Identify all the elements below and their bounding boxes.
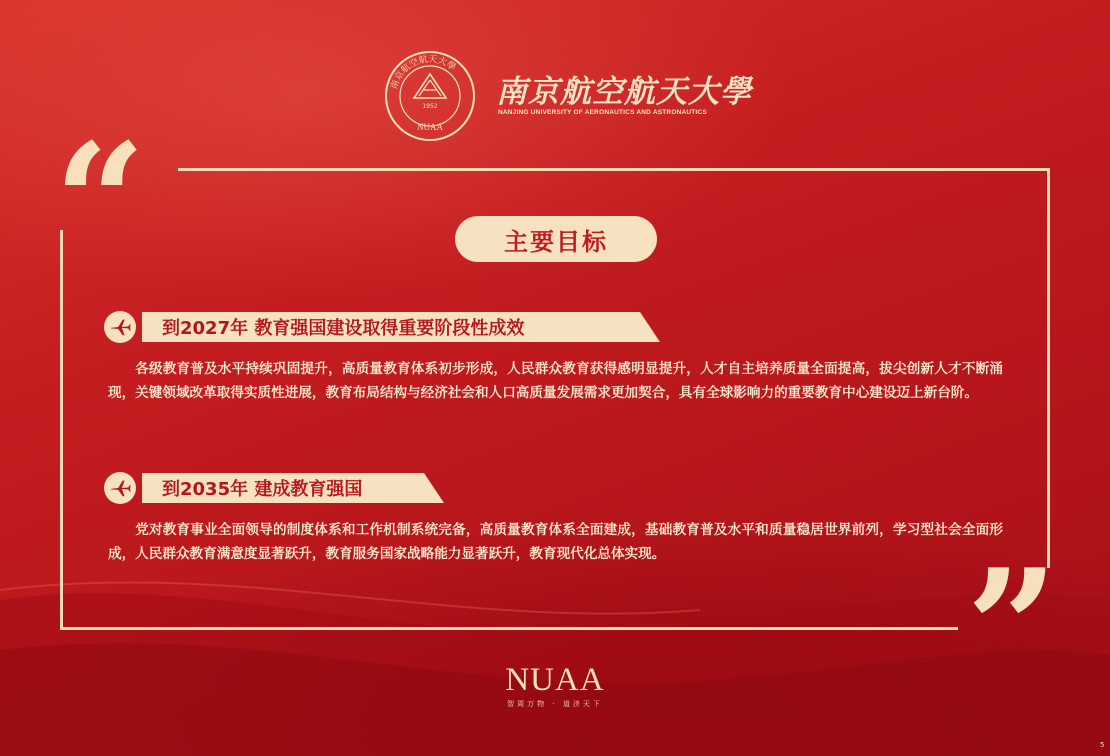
section-heading: 到2035年 建成教育强国 <box>162 479 363 500</box>
footer-logo: NUAA <box>505 662 605 698</box>
airplane-icon <box>104 472 136 504</box>
university-name-cn: 南京航空航天大學 <box>496 74 752 110</box>
frame-top-line <box>178 168 1050 171</box>
background-wave <box>0 560 1110 756</box>
section-heading: 到2027年 教育强国建设取得重要阶段性成效 <box>162 318 525 339</box>
page-title <box>455 216 657 262</box>
frame-right-line <box>1047 168 1050 568</box>
open-quote-mark: “ <box>54 108 147 296</box>
page-number: 5 <box>1100 741 1105 749</box>
emblem-ring-text: 南京航空航天大學 <box>389 54 458 91</box>
emblem-year: 1952 <box>422 103 438 110</box>
close-quote-mark: ” <box>966 534 1059 722</box>
footer-motto: 智周万物 · 道济天下 <box>507 700 603 708</box>
airplane-icon <box>104 311 136 343</box>
page-title-text: 主要目标 <box>504 227 608 256</box>
frame-bottom-line <box>60 627 958 630</box>
section-body-2035: 党对教育事业全面领导的制度体系和工作机制系统完备，高质量教育体系全面建成，基础教育普及水平和质量稳居世界前列，学习型社会全面形成，人民群众教育满意度显著跃升，教育服务国家战略能力显著跃升，教育现代化总体实现。 <box>108 522 1003 562</box>
emblem-abbr: NUAA <box>417 122 443 132</box>
university-name-en: NANJING UNIVERSITY OF AERONAUTICS AND ASTRONAUTICS <box>498 109 707 116</box>
university-emblem <box>384 50 476 142</box>
section-body-2027: 各级教育普及水平持续巩固提升，高质量教育体系初步形成，人民群众教育获得感明显提升，人才自主培养质量全面提高，拔尖创新人才不断涌现，关键领域改革取得实质性进展，教育布局结构与经济社会和人口高质量发展需求更加契合，具有全球影响力的重要教育中心建设迈上新台阶。 <box>108 361 1003 401</box>
section-header-2027 <box>104 310 660 344</box>
section-header-2035 <box>104 471 444 505</box>
